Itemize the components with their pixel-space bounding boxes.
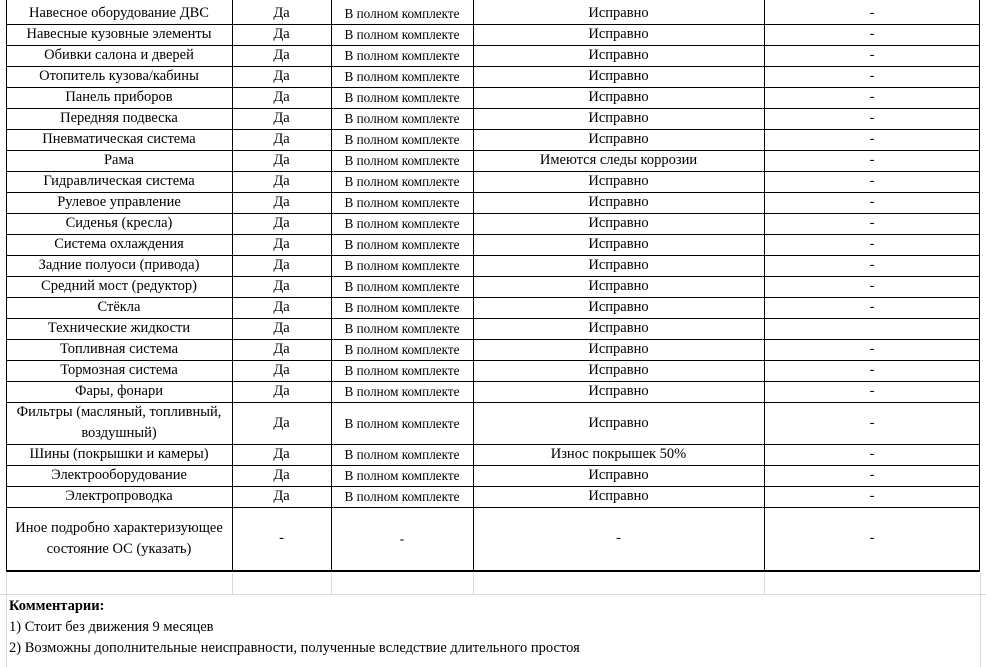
- cell-completeness: В полном комплекте: [344, 174, 460, 189]
- cell-item: Навесные кузовные элементы: [26, 26, 212, 42]
- cell-condition: Исправно: [588, 414, 649, 431]
- table-row: [6, 129, 980, 150]
- cell-condition: Исправно: [588, 131, 649, 147]
- cell-item: Стёкла: [97, 299, 141, 315]
- cell-condition: Исправно: [588, 467, 649, 483]
- cell-completeness: В полном комплекте: [344, 300, 460, 315]
- table-row: [6, 255, 980, 276]
- table-row: [6, 24, 980, 45]
- grid-line: [0, 594, 986, 595]
- table-row: [6, 465, 980, 486]
- cell-present: Да: [273, 488, 290, 504]
- cell-condition: Исправно: [588, 110, 649, 126]
- cell-condition: Исправно: [588, 278, 649, 294]
- table-row: [6, 381, 980, 402]
- cell-item: Отопитель кузова/кабины: [39, 68, 199, 84]
- cell-note: -: [869, 299, 875, 315]
- table-row: [6, 402, 980, 444]
- row-border: [6, 129, 980, 130]
- table-row: [6, 213, 980, 234]
- cell-item: Электрооборудование: [51, 467, 187, 483]
- row-border: [6, 45, 980, 46]
- cell-note: -: [869, 383, 875, 399]
- cell-note: -: [869, 446, 875, 462]
- cell-note: -: [869, 194, 875, 210]
- cell-completeness: В полном комплекте: [344, 132, 460, 147]
- row-border: [6, 318, 980, 319]
- cell-condition: Исправно: [588, 257, 649, 273]
- cell-present: Да: [273, 467, 290, 483]
- cell-completeness: В полном комплекте: [344, 321, 460, 336]
- cell-completeness: В полном комплекте: [344, 363, 460, 378]
- cell-completeness: В полном комплекте: [344, 237, 460, 252]
- row-border: [6, 507, 980, 508]
- cell-present: Да: [273, 131, 290, 147]
- cell-present: Да: [273, 5, 290, 21]
- cell-present: Да: [273, 320, 290, 336]
- cell-condition: Исправно: [588, 215, 649, 231]
- table-row: [6, 318, 980, 339]
- cell-present: Да: [273, 446, 290, 462]
- cell-note: -: [869, 110, 875, 126]
- cell-item: Технические жидкости: [47, 320, 191, 336]
- column-border: [6, 0, 7, 571]
- cell-condition: Исправно: [588, 26, 649, 42]
- cell-completeness: В полном комплекте: [344, 258, 460, 273]
- cell-condition: Исправно: [588, 68, 649, 84]
- cell-condition: Имеются следы коррозии: [539, 152, 698, 168]
- row-border: [6, 150, 980, 151]
- table-row: [6, 3, 980, 24]
- cell-note: -: [869, 278, 875, 294]
- row-border: [6, 465, 980, 466]
- grid-line: [473, 573, 474, 594]
- cell-present: Да: [273, 236, 290, 252]
- cell-completeness: В полном комплекте: [344, 342, 460, 357]
- cell-item: Обивки салона и дверей: [44, 47, 194, 63]
- cell-condition: Исправно: [588, 47, 649, 63]
- cell-note: -: [869, 414, 875, 431]
- comments-block: [9, 596, 580, 659]
- cell-item: Задние полуоси (привода): [38, 257, 200, 273]
- comment-line-1: 1) Стоит без движения 9 месяцев: [9, 619, 214, 635]
- grid-line: [331, 573, 332, 594]
- cell-present: Да: [273, 89, 290, 105]
- cell-note: -: [869, 47, 875, 63]
- cell-note: -: [869, 488, 875, 504]
- cell-item: Гидравлическая система: [43, 173, 195, 189]
- cell-present: Да: [273, 362, 290, 378]
- cell-condition: Исправно: [588, 5, 649, 21]
- table-row: [6, 234, 980, 255]
- cell-condition: Исправно: [588, 383, 649, 399]
- cell-condition: Исправно: [588, 299, 649, 315]
- cell-condition: Исправно: [588, 236, 649, 252]
- cell-note: -: [869, 215, 875, 231]
- cell-present: Да: [273, 278, 290, 294]
- cell-present: Да: [273, 152, 290, 168]
- cell-completeness: В полном комплекте: [344, 90, 460, 105]
- cell-completeness: В полном комплекте: [344, 27, 460, 42]
- column-border: [331, 0, 332, 571]
- cell-condition: Износ покрышек 50%: [550, 446, 687, 462]
- column-border: [473, 0, 474, 571]
- cell-condition: Исправно: [588, 341, 649, 357]
- cell-item: Электропроводка: [65, 488, 173, 504]
- row-border: [6, 255, 980, 256]
- cell-condition: Исправно: [588, 362, 649, 378]
- cell-present: Да: [273, 110, 290, 126]
- cell-item: Средний мост (редуктор): [41, 278, 197, 294]
- grid-line: [6, 573, 7, 667]
- table-row: [6, 66, 980, 87]
- cell-note: -: [869, 530, 875, 546]
- grid-line: [980, 573, 981, 667]
- cell-item: Фильтры (масляный, топливный, воздушный): [16, 404, 222, 441]
- table-row: [6, 171, 980, 192]
- cell-present: Да: [273, 47, 290, 63]
- cell-note: -: [869, 5, 875, 21]
- cell-present: Да: [273, 194, 290, 210]
- cell-item: Рама: [103, 152, 134, 168]
- table-row: [6, 150, 980, 171]
- table-row: [6, 444, 980, 465]
- cell-note: -: [869, 68, 875, 84]
- table-row: [6, 339, 980, 360]
- table-row: [6, 276, 980, 297]
- cell-completeness: В полном комплекте: [344, 48, 460, 63]
- row-border: [6, 234, 980, 235]
- cell-item: Система охлаждения: [54, 236, 184, 252]
- cell-present: Да: [273, 26, 290, 42]
- row-border: [6, 24, 980, 25]
- row-border: [6, 213, 980, 214]
- column-border: [232, 0, 233, 571]
- cell-present: Да: [273, 215, 290, 231]
- cell-item: Рулевое управление: [57, 194, 181, 210]
- cell-completeness: В полном комплекте: [344, 195, 460, 210]
- cell-present: -: [279, 530, 284, 546]
- cell-note: -: [869, 257, 875, 273]
- cell-item: Сиденья (кресла): [65, 215, 173, 231]
- cell-item: Панель приборов: [65, 89, 173, 105]
- cell-item: Навесное оборудование ДВС: [29, 5, 209, 21]
- table-row: [6, 297, 980, 318]
- cell-item: Топливная система: [59, 341, 179, 357]
- cell-item: Фары, фонари: [75, 383, 163, 399]
- cell-note: -: [869, 26, 875, 42]
- table-row: [6, 192, 980, 213]
- cell-note: -: [869, 236, 875, 252]
- cell-completeness: В полном комплекте: [344, 111, 460, 126]
- cell-condition: Исправно: [588, 320, 649, 336]
- cell-present: Да: [273, 257, 290, 273]
- cell-note: -: [869, 89, 875, 105]
- row-border: [6, 297, 980, 298]
- grid-line: [232, 573, 233, 594]
- cell-completeness: -: [399, 531, 405, 546]
- cell-note: -: [869, 152, 875, 168]
- row-border: [6, 171, 980, 172]
- row-border: [6, 87, 980, 88]
- row-border: [6, 339, 980, 340]
- column-border: [979, 0, 980, 571]
- cell-note: -: [869, 341, 875, 357]
- row-border: [6, 108, 980, 109]
- cell-present: Да: [273, 414, 290, 431]
- cell-item: Иное подробно характеризующее состояние ОС (указать): [15, 519, 223, 557]
- row-border: [6, 360, 980, 361]
- cell-item: Тормозная система: [60, 362, 178, 378]
- cell-condition: -: [616, 530, 621, 546]
- cell-present: Да: [273, 383, 290, 399]
- row-border: [6, 192, 980, 193]
- cell-condition: Исправно: [588, 194, 649, 210]
- cell-note: -: [869, 362, 875, 378]
- cell-condition: Исправно: [588, 173, 649, 189]
- cell-completeness: В полном комплекте: [344, 489, 460, 504]
- comment-line-2: 2) Возможны дополнительные неисправности, полученные вследствие длительного простоя: [9, 640, 580, 656]
- cell-note: [764, 318, 980, 339]
- grid-line: [764, 573, 765, 594]
- cell-completeness: В полном комплекте: [344, 447, 460, 462]
- table-row: [6, 360, 980, 381]
- cell-item: Передняя подвеска: [60, 110, 178, 126]
- cell-condition: Исправно: [588, 89, 649, 105]
- cell-completeness: В полном комплекте: [344, 468, 460, 483]
- cell-completeness: В полном комплекте: [344, 415, 460, 431]
- row-border: [6, 66, 980, 67]
- cell-item: Шины (покрышки и камеры): [29, 446, 209, 462]
- table-row: [6, 87, 980, 108]
- cell-present: Да: [273, 68, 290, 84]
- cell-item: Пневматическая система: [42, 131, 196, 147]
- row-border: [6, 276, 980, 277]
- cell-condition: Исправно: [588, 488, 649, 504]
- cell-note: -: [869, 173, 875, 189]
- cell-completeness: В полном комплекте: [344, 384, 460, 399]
- table-row: [6, 108, 980, 129]
- table-row: [6, 507, 980, 570]
- cell-present: Да: [273, 299, 290, 315]
- table-row: [6, 45, 980, 66]
- column-border: [764, 0, 765, 571]
- cell-note: -: [869, 131, 875, 147]
- cell-completeness: В полном комплекте: [344, 279, 460, 294]
- row-border: [6, 444, 980, 445]
- row-border: [6, 570, 980, 572]
- row-border: [6, 402, 980, 403]
- cell-note: -: [869, 467, 875, 483]
- comments-title: Комментарии:: [9, 598, 105, 614]
- cell-present: Да: [273, 341, 290, 357]
- cell-completeness: В полном комплекте: [344, 6, 460, 21]
- row-border: [6, 486, 980, 487]
- cell-present: Да: [273, 173, 290, 189]
- cell-completeness: В полном комплекте: [344, 69, 460, 84]
- table-row: [6, 486, 980, 507]
- row-border: [6, 381, 980, 382]
- cell-completeness: В полном комплекте: [344, 153, 460, 168]
- cell-completeness: В полном комплекте: [344, 216, 460, 231]
